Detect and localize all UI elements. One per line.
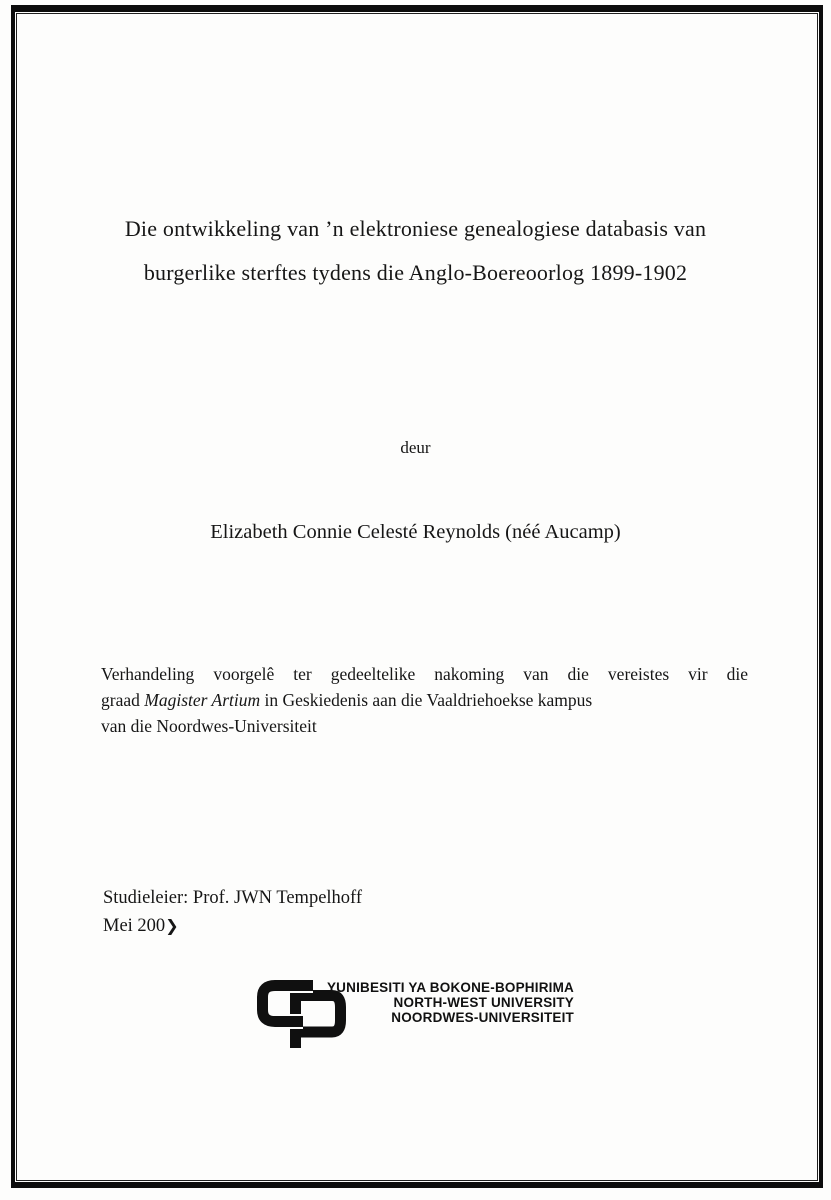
date-line	[103, 912, 362, 940]
author-name: Elizabeth Connie Celesté Reynolds (néé Aucamp)	[210, 521, 621, 543]
statement-line3: van die Noordwes-Universiteit	[101, 716, 317, 736]
thesis-title	[60, 207, 771, 295]
logo-line-setswana: YUNIBESITI YA BOKONE-BOPHIRIMA	[326, 980, 574, 995]
byline-deur: deur	[400, 438, 431, 457]
thesis-title-line1: Die ontwikkeling van ’n elektroniese genealogiese databasis van	[124, 216, 707, 241]
credits-block	[103, 885, 362, 940]
statement-line2	[101, 687, 748, 713]
logo-line-english: NORTH-WEST UNIVERSITY	[393, 995, 574, 1011]
logo-line-afrikaans: NOORDWES-UNIVERSITEIT	[391, 1010, 574, 1026]
statement-line1: Verhandeling voorgelê ter gedeeltelike nakoming van die vereistes vir die	[101, 664, 748, 684]
logo-wordmark	[316, 980, 574, 1026]
submission-statement	[101, 661, 748, 739]
statement-line2-post: in Geskiedenis aan die Vaaldriehoekse kampus	[260, 690, 593, 710]
date-last-digit-glyph: ❯	[165, 916, 179, 935]
university-logo	[257, 978, 597, 1056]
degree-name-italic: Magister Artium	[144, 690, 261, 710]
date-prefix: Mei 200	[103, 916, 166, 936]
thesis-title-line2: burgerlike sterftes tydens die Anglo-Boereoorlog 1899-1902	[143, 260, 688, 285]
supervisor-line: Studieleier: Prof. JWN Tempelhoff	[103, 888, 363, 908]
statement-line2-pre: graad	[101, 690, 145, 710]
